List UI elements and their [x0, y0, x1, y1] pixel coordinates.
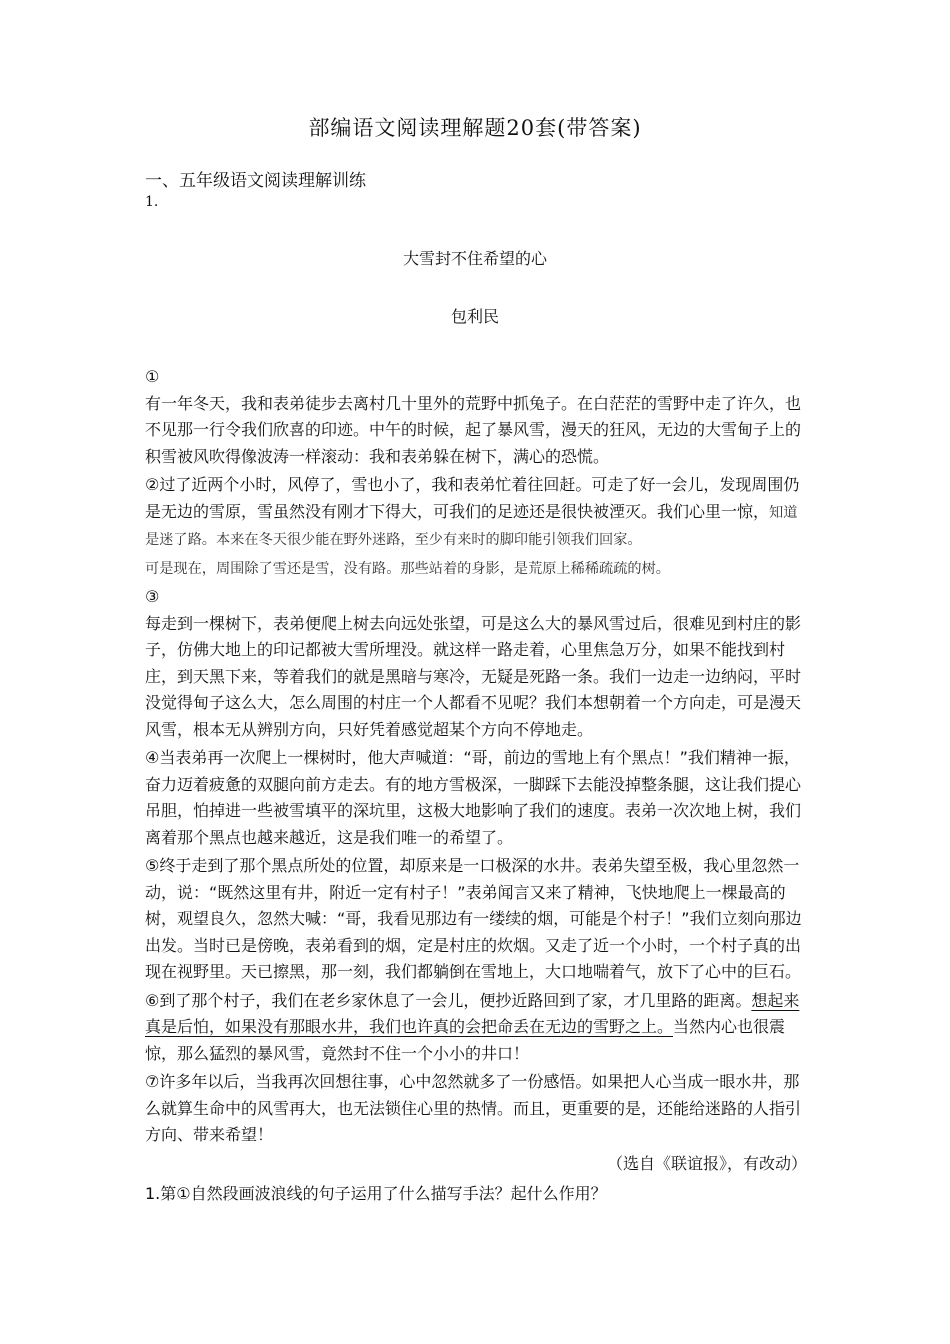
- paragraph-5: ⑤终于走到了那个黑点所处的位置，却原来是一口极深的水井。表弟失望至极，我心里忽然一动，说：“既然这里有井，附近一定有村子！”表弟闻言又来了精神，飞快地爬上一棵最高的树，观望良久，忽然大喊：“哥，我看见那边有一缕续的烟，可能是个村子！”我们立刻向那边出发。当时已是傍晚，表弟看到的烟，定是村庄的炊烟。又走了近一个小时，一个村子真的出现在视野里。天已擦黑，那一刻，我们都躺倒在雪地上，大口地喘着气，放下了心中的巨石。: [145, 856, 802, 981]
- paragraph-2-text-c: 可是现在，周围除了雪还是雪，没有路。那些站着的身影，是荒原上稀稀疏疏的树。: [145, 560, 670, 577]
- paragraph-3-text: 每走到一棵树下，表弟便爬上树去向远处张望，可是这么大的暴风雪过后，很难见到村庄的影子，仿佛大地上的印记都被大雪所埋没。就这样一路走着，心里焦急万分，如果不能找到村庄，到天黑下来，等着我们的就是黑暗与寒冷，无疑是死路一条。我们一边走一边纳闷，平时没觉得甸子这么大，怎么周围的村庄一个人都看不见呢？我们本想朝着一个方向走，可是漫天风雪，根本无从辨别方向，只好凭着感觉超某个方向不停地走。: [145, 613, 802, 739]
- paragraph-1-text: 有一年冬天，我和表弟徒步去离村几十里外的荒野中抓兔子。在白茫茫的雪野中走了许久，也不见那一行令我们欣喜的印迹。中午的时候，起了暴风雪，漫天的狂风，无边的大雪甸子上的积雪被风吹得像波涛一样滚动：我和表弟躲在树下，满心的恐慌。: [145, 393, 802, 466]
- paragraph-4: ④当表弟再一次爬上一棵树时，他大声喊道：“哥，前边的雪地上有个黑点！”我们精神一振，奋力迈着疲惫的双腿向前方走去。有的地方雪极深，一脚踩下去能没掉整条腿，这让我们提心吊胆，怕掉进一些被雪填平的深坑里，这极大地影响了我们的速度。表弟一次次地上树，我们离着那个黑点也越来越近，这是我们唯一的希望了。: [145, 748, 802, 847]
- article-title: 大雪封不住希望的心: [402, 249, 547, 268]
- article-body: [145, 364, 807, 1208]
- question-number: 1.: [145, 194, 159, 210]
- paragraph-3-number: ③: [145, 587, 160, 606]
- paragraph-3: [145, 584, 807, 743]
- paragraph-6-text-a: ⑥到了那个村子，我们在老乡家休息了一会儿，便抄近路回到了家，才几里路的距离。: [145, 990, 752, 1010]
- paragraph-6: [145, 988, 807, 1068]
- document-title: 部编语文阅读理解题20套(带答案): [308, 116, 642, 140]
- article-source: （选自《联谊报》，有改动）: [606, 1153, 807, 1173]
- paragraph-2-text-b: 知道是迷了路。本来在冬天很少能在野外迷路，至少有来时的脚印能引领我们回家。: [145, 504, 798, 548]
- paragraph-2-text-a: ②过了近两个小时，风停了，雪也小了，我和表弟忙着往回赶。可走了好一会儿，发现周围仍是无边的雪原，雪虽然没有刚才下得大，可我们的足迹还是很快被湮灭。我们心里一惊，: [145, 475, 800, 521]
- section-heading: 一、五年级语文阅读理解训练: [145, 171, 366, 191]
- paragraph-7: ⑦许多年以后，当我再次回想往事，心中忽然就多了一份感悟。如果把人心当成一眼水井，那么就算生命中的风雪再大，也无法锁住心里的热情。而且，更重要的是，还能给迷路的人指引方向、带来希望！: [145, 1072, 802, 1144]
- paragraph-6-text-b: 当然内心也很震惊，那么猛烈的暴风雪，竟然封不住一个小小的井口！: [145, 1017, 786, 1063]
- question-1: 1.第①自然段画波浪线的句子运用了什么描写手法？起什么作用？: [145, 1184, 607, 1203]
- paragraph-2: [145, 472, 807, 582]
- paragraph-1-number: ①: [145, 367, 160, 386]
- paragraph-1: [145, 364, 807, 470]
- paragraph-6-underlined-sentence: 想起来真是后怕，如果没有那眼水井，我们也许真的会把命丢在无边的雪野之上。: [145, 990, 800, 1036]
- article-author: 包利民: [450, 307, 499, 326]
